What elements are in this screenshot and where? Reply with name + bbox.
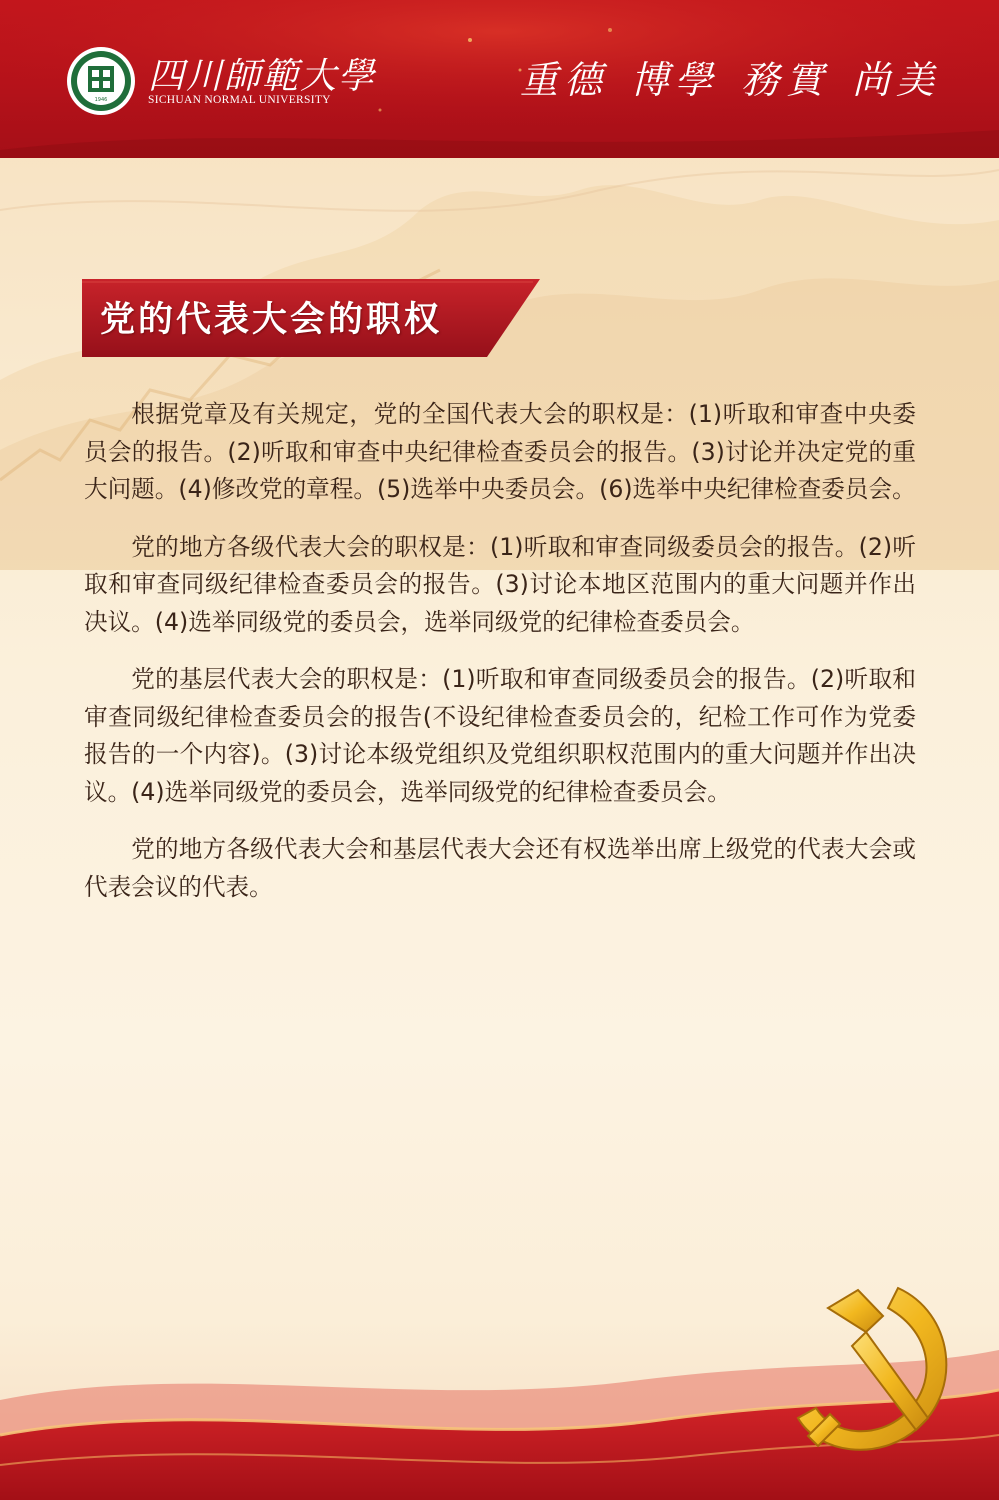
motto-word: 重德 <box>520 57 609 102</box>
university-name-en: SICHUAN NORMAL UNIVERSITY <box>148 94 331 106</box>
paragraph: 党的基层代表大会的职权是：(1)听取和审查同级委员会的报告。(2)听取和审查同级纪律检查委员会的报告(不设纪律检查委员会的，纪检工作可作为党委报告的一个内容)。(3)讨论本级党组织及党组织职权范围内的重大问题并作出决议。(4)选举同级党的委员会，选举同级党的纪律检查委员会。 <box>84 665 916 806</box>
page-title: 党的代表大会的职权 <box>100 299 443 340</box>
motto-word: 博學 <box>630 57 719 102</box>
university-name-cn: 四川師範大學 <box>148 56 377 97</box>
university-logo <box>66 46 136 116</box>
logo-year: 1946 <box>94 97 108 103</box>
article-body <box>84 396 916 926</box>
paragraph: 党的地方各级代表大会和基层代表大会还有权选举出席上级党的代表大会或代表会议的代表。 <box>84 835 916 901</box>
header-band <box>0 0 999 158</box>
paragraph: 党的地方各级代表大会的职权是：(1)听取和审查同级委员会的报告。(2)听取和审查同级纪律检查委员会的报告。(3)讨论本地区范围内的重大问题并作出决议。(4)选举同级党的委员会，选举同级党的纪律检查委员会。 <box>84 532 916 636</box>
university-motto <box>520 52 940 100</box>
paragraph: 根据党章及有关规定，党的全国代表大会的职权是：(1)听取和审查中央委员会的报告。(2)听取和审查中央纪律检查委员会的报告。(3)讨论并决定党的重大问题。(4)修改党的章程。(5)选举中央委员会。(6)选举中央纪律检查委员会。 <box>84 400 916 503</box>
party-emblem-icon <box>778 1268 968 1468</box>
motto-word: 尚美 <box>851 57 940 102</box>
motto-word: 務實 <box>741 57 830 102</box>
university-seal-icon <box>66 46 136 116</box>
